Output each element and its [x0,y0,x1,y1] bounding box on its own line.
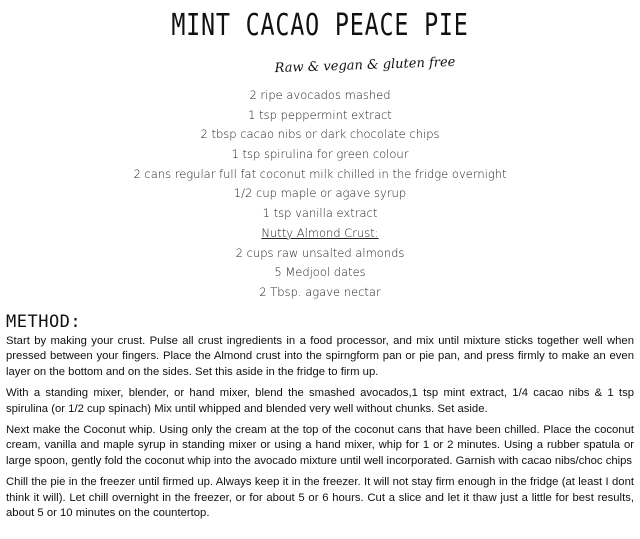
ingredient-item: 2 ripe avocados mashed [249,88,391,102]
ingredient-item: 1 tsp vanilla extract [262,206,378,221]
recipe-subtitle: Raw & vegan & gluten free [274,54,456,77]
crust-subheading-text: Nutty Almond Crust: [261,225,379,240]
method-section [6,334,634,527]
ingredient-item: 1/2 cup maple or agave syrup [233,186,407,201]
method-paragraph: Chill the pie in the freezer until firmed up. Always keep it in the freezer. It will not stay firm enough in the fridge (at least I dont think it will). Let chill overnight in the freezer, or for about 5 or 6 hours. Cut a slice and let it thaw just a little for best results, about 5 or 10 minutes on the countertop. [6,476,634,520]
ingredient-item: 5 Medjool dates [274,265,366,280]
method-paragraph: Next make the Coconut whip. Using only the cream at the top of the coconut cans that have been chilled. Place the coconut cream, vanilla and maple syrup in standing mixer or using a hand mixer, whip for 1 or 2 minutes. Using a rubber spatula or large spoon, gently fold the coconut whip into the avocado mixture until well incorporated. Garnish with cacao nibs/choc chips [6,424,634,467]
ingredient-item: 1 tsp peppermint extract [248,107,392,122]
ingredient-item: 2 cans regular full fat coconut milk chilled in the fridge overnight [133,166,507,181]
crust-subheading [0,224,640,244]
recipe-title: MINT CACAO PEACE PIE [171,8,469,43]
ingredient-item: 2 tbsp cacao nibs or dark chocolate chips [200,127,440,142]
method-heading: METHOD: [6,312,82,332]
ingredient-item: 2 Tbsp. agave nectar [259,284,381,299]
ingredient-item: 1 tsp spirulina for green colour [231,147,409,162]
method-paragraph: Start by making your crust. Pulse all crust ingredients in a food processor, and mix until mixture sticks together well when pressed between your fingers. Place the Almond crust into the spirngform pan or pie pan, and press firmly to make an even layer on the bottom and on the sides. Set this aside in the fridge to firm up. [6,335,634,378]
method-paragraph: With a standing mixer, blender, or hand mixer, blend the smashed avocados,1 tsp mint extract, 1/4 cacao nibs & 1 tsp spirulina (or 1/2 cup spinach) Mix until whipped and blended very well without chunks. Set aside. [6,387,634,415]
ingredient-item: 2 cups raw unsalted almonds [235,245,405,260]
ingredient-list [0,86,640,303]
